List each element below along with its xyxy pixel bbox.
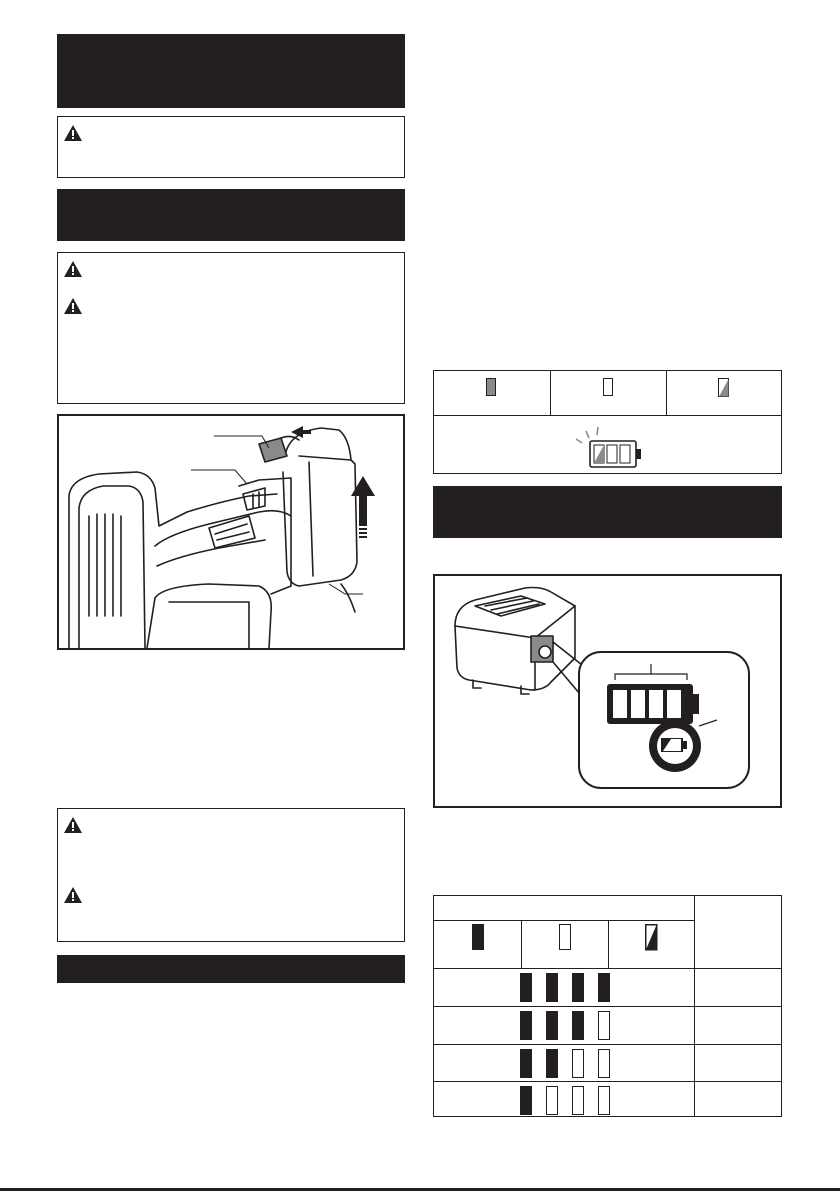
lamp-lit-icon [520,1086,532,1115]
page-bottom-rule [0,1188,840,1191]
caution-box-2 [57,252,405,404]
lamp-off-icon [546,1086,558,1115]
capacity-table [433,895,782,1117]
lamp-lit-icon [546,973,558,1002]
caution-box-3 [57,808,405,942]
lamp-off-icon [598,1011,610,1040]
lamp-off-icon [598,1086,610,1115]
caution-box-1 [57,116,405,178]
section-header-3 [57,955,405,983]
lamp-blinking-icon [645,924,658,951]
indicator-legend-table [433,370,782,474]
lamp-off-icon [603,378,613,396]
lamp-lit-icon [546,1049,558,1078]
lamp-lit-icon [520,973,532,1002]
battery-cartridge-icon [435,576,780,806]
warning-icon [64,887,82,903]
section-header-2 [57,189,405,241]
warning-icon [64,125,82,141]
lamp-off-icon [572,1086,584,1115]
warning-icon [64,817,82,833]
lamp-off-icon [598,1049,610,1078]
warning-icon [64,298,82,314]
indicator-lamps-icon [607,684,699,724]
section-header-4 [433,486,782,538]
tool-battery-drawing [59,416,403,648]
lamp-lit-icon [572,1011,584,1040]
check-button-icon [649,720,701,772]
lamp-lit-icon [472,924,484,950]
battery-indicator-illustration [433,574,782,808]
lamp-lit-icon [572,973,584,1002]
lamp-off-icon [559,924,571,950]
lamp-lit-icon [598,973,610,1002]
lamp-lit-icon [486,378,496,396]
battery-removal-illustration [57,414,405,650]
battery-blinking-icon [574,423,646,469]
lamp-lit-icon [546,1011,558,1040]
lamp-lit-icon [520,1049,532,1078]
lamp-blinking-icon [718,378,730,398]
lamp-lit-icon [520,1011,532,1040]
warning-icon [64,261,82,277]
section-header-1 [57,34,405,108]
lamp-off-icon [572,1049,584,1078]
